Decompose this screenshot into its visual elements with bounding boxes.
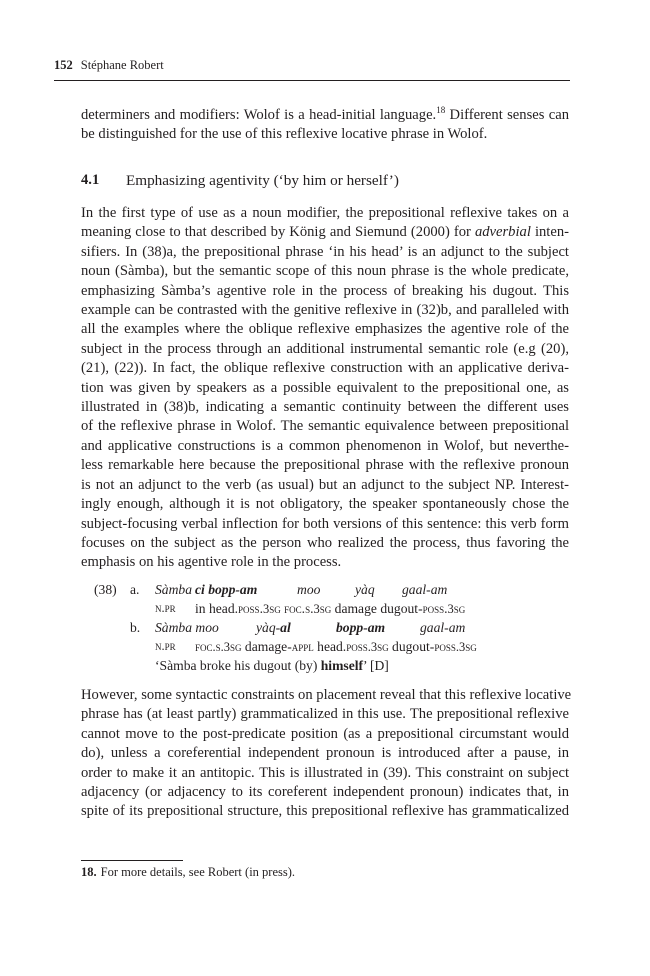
example-label-a: a.	[130, 582, 140, 597]
text-line: tion was given by speakers as a possible equivalent to the prepositional one, as	[81, 379, 569, 396]
text-line: less remarkable here because the prepositional phrase with the reflexive pronoun	[81, 457, 569, 474]
intro-paragraph	[81, 106, 569, 145]
running-author: Stéphane Robert	[80, 58, 164, 72]
example-word: gaal-am	[420, 620, 466, 635]
text-line: all the examples where the oblique reflexive emphasizes the agentive role of the	[81, 321, 569, 338]
section-number: 4.1	[81, 172, 100, 188]
text-line: is not an adjunct to the verb (as usual) but an adjunct to the subject NP. Interest-	[81, 476, 569, 493]
gloss-line: in head.poss.3sg foc.s.3sg damage dugout-poss.3sg	[195, 601, 466, 616]
text-line: illustrated in (38)b, indicating a semantic continuity between the different uses	[81, 399, 569, 416]
text-line: spite of its prepositional structure, this prepositional reflexive has grammaticalized	[81, 803, 569, 820]
footnote-divider	[81, 860, 183, 861]
text-line: ingly enough, although it is not obligatory, the speaker spontaneously chose the	[81, 496, 569, 513]
text-line: subject in the process through an additional instrumental semantic role (e.g (20),	[81, 340, 569, 357]
text-line: subject-focusing verbal inflection for both versions of this sentence: this verb form	[81, 515, 569, 532]
example-word: yàq	[355, 582, 375, 597]
example-number: (38)	[94, 582, 117, 597]
text-line: and applicative constructions is a common phenomenon in Wolof, but neverthe-	[81, 437, 569, 454]
text-line: In the first type of use as a noun modifier, the prepositional reflexive takes on a	[81, 205, 569, 221]
text-line: of the reflexive phrase in Wolof. The semantic equivalence between prepositional	[81, 418, 569, 435]
text-line: meaning close to that described by König and Siemund (2000) for adverbial inten-	[81, 224, 569, 241]
text-line: adjacency (or adjacency to its coreferent independent pronoun) indicates that, in	[81, 784, 569, 801]
example-word: Sàmba moo	[155, 620, 219, 635]
text-line: sifiers. In (38)a, the prepositional phrase ‘in his head’ is an adjunct to the subject	[81, 243, 569, 260]
example-word: moo	[297, 582, 321, 597]
text-line: example can be contrasted with the genitive reflexive in (32)b, and paralleled with	[81, 302, 569, 319]
text-line: order to make it an antitopic. This is illustrated in (39). This constraint on subject	[81, 764, 569, 781]
example-word: yàq-al	[256, 620, 291, 635]
text-line: emphasizing Sàmba’s agentive role in the process of breaking his dugout. This	[81, 282, 569, 299]
text-line: However, some syntactic constraints on placement reveal that this reflexive locative	[81, 687, 572, 703]
text-line: (21), (22)). In fact, the oblique reflexive construction with an applicative deriva-	[81, 360, 569, 377]
gloss-line: foc.s.3sg damage-appl head.poss.3sg dugout-poss.3sg	[195, 639, 477, 654]
running-header	[54, 58, 570, 81]
text-line: do), unless a coreferential independent pronoun is introduced after a pause, in	[81, 745, 569, 762]
gloss-word: n.pr	[155, 639, 176, 653]
example-word: Sàmba	[155, 582, 193, 597]
example-word: gaal-am	[402, 582, 448, 597]
text-line: determiners and modifiers: Wolof is a head-initial language.$^{18}$ Different senses can	[81, 105, 569, 123]
text-line: phrase has (at least partly) grammaticalized in this use. The prepositional reflexive	[81, 706, 569, 723]
footnote-number: 18.	[81, 865, 97, 879]
text-line: cannot move to the post-predicate position (as a prepositional circumstant would	[81, 725, 569, 742]
example-translation: ‘Sàmba broke his dugout (by) himself’ [D]	[155, 658, 389, 673]
body-paragraph-2	[81, 686, 572, 822]
body-paragraph-1	[81, 204, 569, 573]
footnote	[81, 865, 295, 880]
example-word: ci bopp-am	[195, 582, 258, 597]
footnote-text: For more details, see Robert (in press).	[100, 865, 296, 879]
example-word: bopp-am	[336, 620, 386, 635]
text-line: noun (Sàmba), but the semantic scope of this noun phrase is the whole predicate,	[81, 263, 569, 280]
text-line: emphasis on his agentive role in the process.	[81, 554, 342, 571]
text-line: be distinguished for the use of this reflexive locative phrase in Wolof.	[81, 126, 488, 143]
section-title: Emphasizing agentivity (‘by him or herself’)	[126, 172, 399, 189]
gloss-word: n.pr	[155, 601, 176, 615]
example-label-b: b.	[130, 620, 141, 635]
footnote-ref[interactable]: 18	[436, 105, 446, 116]
page-number: 152	[54, 58, 73, 72]
text-line: focuses on the subject as the person who realized the process, thus favoring the	[81, 534, 569, 551]
